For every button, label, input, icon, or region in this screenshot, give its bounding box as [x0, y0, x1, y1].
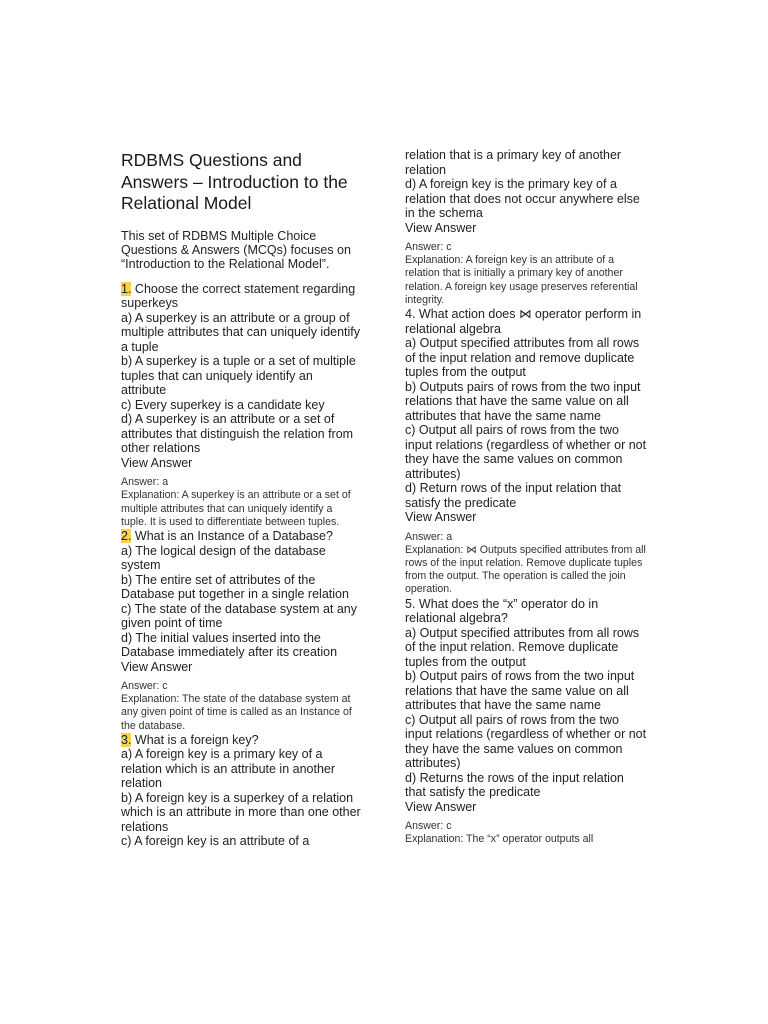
option-c-continued: relation that is a primary key of another relation	[405, 148, 622, 177]
answer-text: Answer: a	[405, 530, 453, 543]
option-b: b) Outputs pairs of rows from the two input relations that have the same value on all attributes that have the same name	[405, 379, 641, 423]
explanation-text: Explanation: A foreign key is an attribute of a relation that is initially a primary key of another relation. A foreign key usage preserves referential integrity.	[405, 254, 638, 306]
option-c: c) Every superkey is a candidate key	[121, 397, 325, 412]
question-3-continued	[405, 148, 647, 307]
option-c: c) A foreign key is an attribute of a	[121, 834, 310, 849]
question-3	[121, 733, 361, 849]
right-column	[405, 148, 647, 846]
answer-text: Answer: c	[405, 820, 452, 833]
view-answer-link[interactable]: View Answer	[405, 510, 477, 525]
option-b: b) A superkey is a tuple or a set of multiple tuples that can uniquely identify an attribute	[121, 354, 356, 398]
explanation-text: Explanation: ⋈ Outputs specified attributes from all rows of the input relation. Remove duplicate tuples from the output. The operation is called the join operation.	[405, 543, 646, 596]
option-c: c) The state of the database system at any given point of time	[121, 601, 358, 631]
view-answer-link[interactable]: View Answer	[405, 799, 477, 814]
answer-text: Answer: c	[405, 241, 452, 253]
option-d: d) A foreign key is the primary key of a relation that does not occur anywhere else in the schema	[405, 177, 640, 220]
question-text	[121, 529, 361, 544]
view-answer-link[interactable]: View Answer	[121, 659, 193, 674]
question-1	[121, 282, 361, 529]
page-title: RDBMS Questions and Answers – Introduction to the Relational Model	[121, 150, 348, 213]
question-text	[121, 282, 361, 311]
question-4	[405, 307, 647, 597]
option-a: a) Output specified attributes from all rows of the input relation and remove duplicate tuples from the output	[405, 336, 640, 380]
view-answer-link[interactable]: View Answer	[405, 220, 477, 235]
question-stem: Choose the correct statement regarding superkeys	[121, 281, 356, 311]
option-d: d) Return rows of the input relation that satisfy the predicate	[405, 481, 622, 510]
explanation-text: Explanation: The state of the database system at any given point of time is called as an Instance of the database.	[121, 693, 352, 732]
explanation-text: Explanation: The “x” operator outputs all	[405, 833, 594, 846]
explanation-text: Explanation: A superkey is an attribute or a set of multiple attributes that can uniquely identify a tuple. It is used to differentiate between tuples.	[121, 489, 351, 528]
question-stem: What is an Instance of a Database?	[131, 529, 333, 544]
option-d: d) The initial values inserted into the Database immediately after its creation	[121, 630, 338, 660]
option-c: c) Output all pairs of rows from the two input relations (regardless of whether or not they have the same values on common attributes)	[405, 712, 647, 771]
option-a: a) The logical design of the database system	[121, 543, 326, 573]
left-column	[121, 148, 361, 849]
intro-text: This set of RDBMS Multiple Choice Questions & Answers (MCQs) focuses on “Introduction to the Relational Model”.	[121, 228, 351, 272]
question-number: 3.	[121, 732, 132, 747]
question-number: 2.	[121, 529, 132, 544]
option-b: b) A foreign key is a superkey of a relation which is an attribute in more than one other relations	[121, 790, 361, 834]
question-text	[121, 733, 361, 748]
option-d: d) A superkey is an attribute or a set of attributes that distinguish the relation from other relations	[121, 412, 354, 456]
option-a: a) A superkey is an attribute or a group of multiple attributes that can uniquely identify a tuple	[121, 310, 361, 354]
question-stem: What is a foreign key?	[131, 732, 259, 747]
view-answer-link[interactable]: View Answer	[121, 455, 193, 470]
option-a: a) A foreign key is a primary key of a relation which is an attribute in another relation	[121, 747, 336, 791]
option-b: b) Output pairs of rows from the two input relations that have the same value on all attributes that have the same name	[405, 669, 635, 713]
answer-text: Answer: a	[121, 476, 169, 489]
option-d: d) Returns the rows of the input relation that satisfy the predicate	[405, 770, 624, 800]
question-text: 5. What does the “x” operator do in relational algebra?	[405, 596, 599, 626]
question-text: 4. What action does ⋈ operator perform in relational algebra	[405, 307, 642, 336]
answer-text: Answer: c	[121, 680, 168, 693]
question-number: 1.	[121, 281, 132, 296]
option-c: c) Output all pairs of rows from the two input relations (regardless of whether or not they have the same values on common attributes)	[405, 423, 647, 481]
question-2	[121, 529, 361, 733]
question-5	[405, 597, 647, 847]
option-b: b) The entire set of attributes of the Database put together in a single relation	[121, 572, 349, 602]
option-a: a) Output specified attributes from all rows of the input relation. Remove duplicate tuples from the output	[405, 625, 640, 669]
